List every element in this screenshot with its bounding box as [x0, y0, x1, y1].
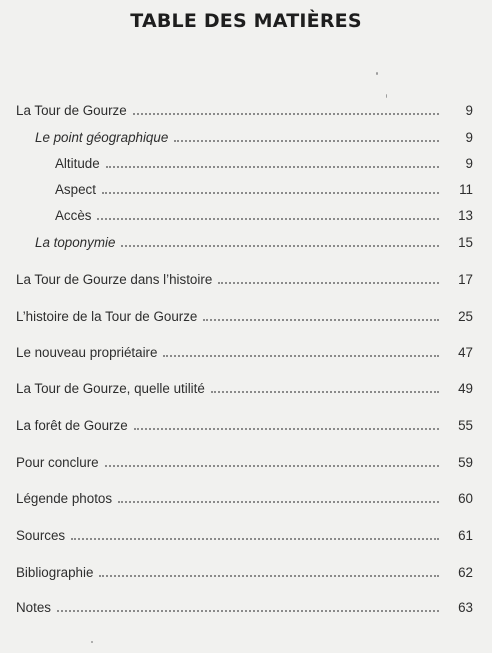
page-title: TABLE DES MATIÈRES [130, 10, 362, 32]
toc-entry-label: Accès [55, 208, 92, 223]
toc-entry-label: La Tour de Gourze [16, 103, 127, 118]
paper-speck [376, 72, 378, 75]
toc-entry-page-number: 47 [458, 345, 473, 360]
toc-entry-label: Sources [16, 528, 66, 543]
dot-leader [71, 538, 439, 540]
toc-entry-le-point-geographique[interactable] [35, 126, 473, 146]
toc-entry-altitude[interactable] [55, 152, 473, 172]
dot-leader [105, 465, 439, 467]
dot-leader [163, 355, 439, 357]
toc-entry-quelle-utilite[interactable] [16, 377, 473, 397]
toc-entry-label: Le nouveau propriétaire [16, 345, 158, 360]
dot-leader [121, 245, 439, 247]
dot-leader [211, 391, 439, 393]
toc-entry-notes[interactable] [16, 596, 473, 616]
toc-entry-page-number: 11 [459, 182, 473, 197]
toc-entry-label: Bibliographie [16, 565, 94, 580]
toc-entry-pour-conclure[interactable] [16, 451, 473, 471]
toc-entry-page-number: 60 [458, 491, 473, 506]
toc-entry-la-tour-de-gourze[interactable] [16, 99, 473, 119]
dot-leader [218, 282, 439, 284]
dot-leader [99, 575, 439, 577]
paper-speck [386, 94, 387, 98]
toc-entry-page-number: 13 [458, 208, 473, 223]
toc-entry-label: Le point géographique [35, 130, 169, 145]
toc-entry-page-number: 9 [465, 130, 473, 145]
toc-entry-label: L’histoire de la Tour de Gourze [16, 309, 198, 324]
dot-leader [97, 218, 439, 220]
dot-leader [102, 192, 439, 194]
toc-entry-label: Légende photos [16, 491, 113, 506]
toc-entry-page-number: 59 [458, 455, 473, 470]
toc-entry-page-number: 9 [465, 103, 473, 118]
paper-speck [91, 641, 93, 643]
toc-entry-legende-photos[interactable] [16, 487, 473, 507]
toc-entry-label: Pour conclure [16, 455, 99, 470]
toc-entry-l-histoire-de-la-tour[interactable] [16, 305, 473, 325]
toc-entry-dans-l-histoire[interactable] [16, 268, 473, 288]
toc-entry-bibliographie[interactable] [16, 561, 473, 581]
toc-entry-page-number: 55 [458, 418, 473, 433]
toc-entry-page-number: 62 [458, 565, 473, 580]
toc-entry-page-number: 17 [458, 272, 473, 287]
toc-entry-page-number: 15 [458, 235, 473, 250]
toc-entry-la-toponymie[interactable] [35, 231, 473, 251]
toc-entry-sources[interactable] [16, 524, 473, 544]
dot-leader [133, 113, 439, 115]
toc-entry-page-number: 61 [458, 528, 473, 543]
dot-leader [118, 501, 439, 503]
dot-leader [134, 428, 439, 430]
toc-entry-label: La toponymie [35, 235, 116, 250]
toc-entry-label: Aspect [55, 182, 96, 197]
toc-entry-page-number: 9 [465, 156, 473, 171]
toc-entry-label: La Tour de Gourze dans l’histoire [16, 272, 213, 287]
toc-entry-label: La Tour de Gourze, quelle utilité [16, 381, 205, 396]
dot-leader [106, 166, 439, 168]
toc-entry-le-nouveau-proprietaire[interactable] [16, 341, 473, 361]
toc-entry-page-number: 63 [458, 600, 473, 615]
dot-leader [203, 319, 439, 321]
toc-entry-page-number: 25 [458, 309, 473, 324]
toc-entry-label: La forêt de Gourze [16, 418, 128, 433]
dot-leader [57, 610, 439, 612]
toc-entry-la-foret-de-gourze[interactable] [16, 414, 473, 434]
dot-leader [174, 140, 439, 142]
toc-entry-page-number: 49 [458, 381, 473, 396]
toc-entry-label: Notes [16, 600, 51, 615]
toc-entry-aspect[interactable] [55, 178, 473, 198]
toc-entry-label: Altitude [55, 156, 100, 171]
toc-entry-acces[interactable] [55, 204, 473, 224]
